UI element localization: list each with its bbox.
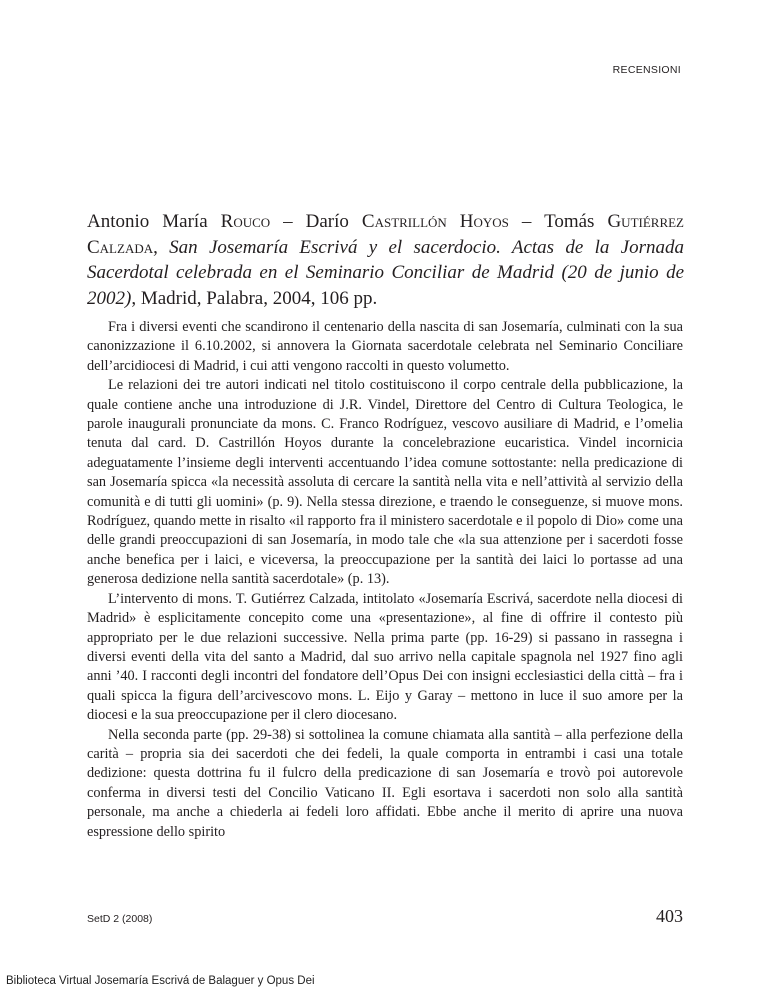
running-head: RECENSIONI [612,64,681,76]
author-1-first-name: Antonio María [87,211,221,232]
author-separator: – Tomás [508,211,608,232]
author-2-surname: Castrillón Hoyos [361,211,509,232]
page-number: 403 [656,906,683,926]
journal-citation: SetD 2 (2008) [87,913,153,925]
paragraph: Fra i diversi eventi che scandirono il centenario della nascita di san Josemaría, culminati con la sua canonizzazione il 6.10.2002, si annovera la Giornata sacerdotale celebrata nel Seminario Conciliare dell’arcidiocesi di Madrid, i cui atti vengono raccolti in questo volumetto. [87,319,683,374]
review-heading [87,209,684,311]
author-separator: – Darío [270,211,362,232]
paragraph: L’intervento di mons. T. Gutiérrez Calzada, intitolato «Josemaría Escrivá, sacerdote nella diocesi di Madrid» è esplicitamente concepito come una «presentazione», al fine di offrire il contesto più appropriato per le due relazioni successive. Nella prima parte (pp. 16-29) si passano in rassegna i diversi eventi della vita del santo a Madrid, dal suo arrivo nella capitale spagnola nel 1927 fino agli anni ’40. I racconti degli incontri del fondatore dell’Opus Dei con insigni ecclesiastici della città – fra i quali spicca la figura dell’arcivescovo mons. L. Eijo y Garay – mettono in luce il suo amore per la diocesi e la sua preoccupazione per il clero diocesano. [87,590,683,724]
book-title: San Josemaría Escrivá y el sacerdocio. Actas de la Jornada Sacerdotal celebrada en el Seminario Conciliar de Madrid (20 de junio de 2002) [87,236,684,309]
author-3-surname: Gutiérrez Calzada [87,211,684,258]
library-credit: Biblioteca Virtual Josemaría Escrivá de Balaguer y Opus Dei [6,975,315,987]
author-1-surname: Rouco [220,211,271,232]
paragraph: Le relazioni dei tre autori indicati nel titolo costituiscono il corpo centrale della pubblicazione, la quale contiene anche una introduzione di J.R. Vindel, Direttore del Centro di Cultura Teologica, le parole inaugurali pronunciate da mons. C. Franco Rodríguez, vescovo ausiliare di Madrid, e l’omelia tenuta dal card. D. Castrillón Hoyos durante la concelebrazione eucaristica. Vindel incornicia adeguatamente l’insieme degli interventi accentuando l’idea comune sottostante: nella predicazione di san Josemaría spicca «la necessità assoluta di cercare la santità nella vita e nell’attività al servizio della comunità e di tutti gli uomini» (p. 9). Nella stessa direzione, e traendo le conseguenze, si muove mons. Rodríguez, quando mette in risalto «il rapporto fra il ministero sacerdotale e il popolo di Dio» come una delle grandi preoccupazioni di san Josemaría, in modo tale che «la sua attenzione per i sacerdoti fosse anche benefica per i laici, e viceversa, la preoccupazione per la santità dei laici lo portasse ad una generosa dedizione nella santità sacerdotale» (p. 13). [87,377,683,588]
paragraph: Nella seconda parte (pp. 29-38) si sottolinea la comune chiamata alla santità – alla perfezione della carità – propria sia dei sacerdoti che dei fedeli, la quale comporta in entrambi i casi una totale dedizione: questa dottrina fu il fulcro della predicazione di san Josemaría e trovò poi autorevole conferma in diversi testi del Concilio Vaticano II. Egli esortava i sacerdoti non solo alla santità personale, ma anche a chiederla ai fedeli loro affidati. Ebbe anche il merito di aprire una nuova espressione dello spirito [87,726,683,840]
title-separator: , [153,236,170,258]
publication-info: , Madrid, Palabra, 2004, 106 pp. [131,287,378,309]
review-body [87,318,683,842]
